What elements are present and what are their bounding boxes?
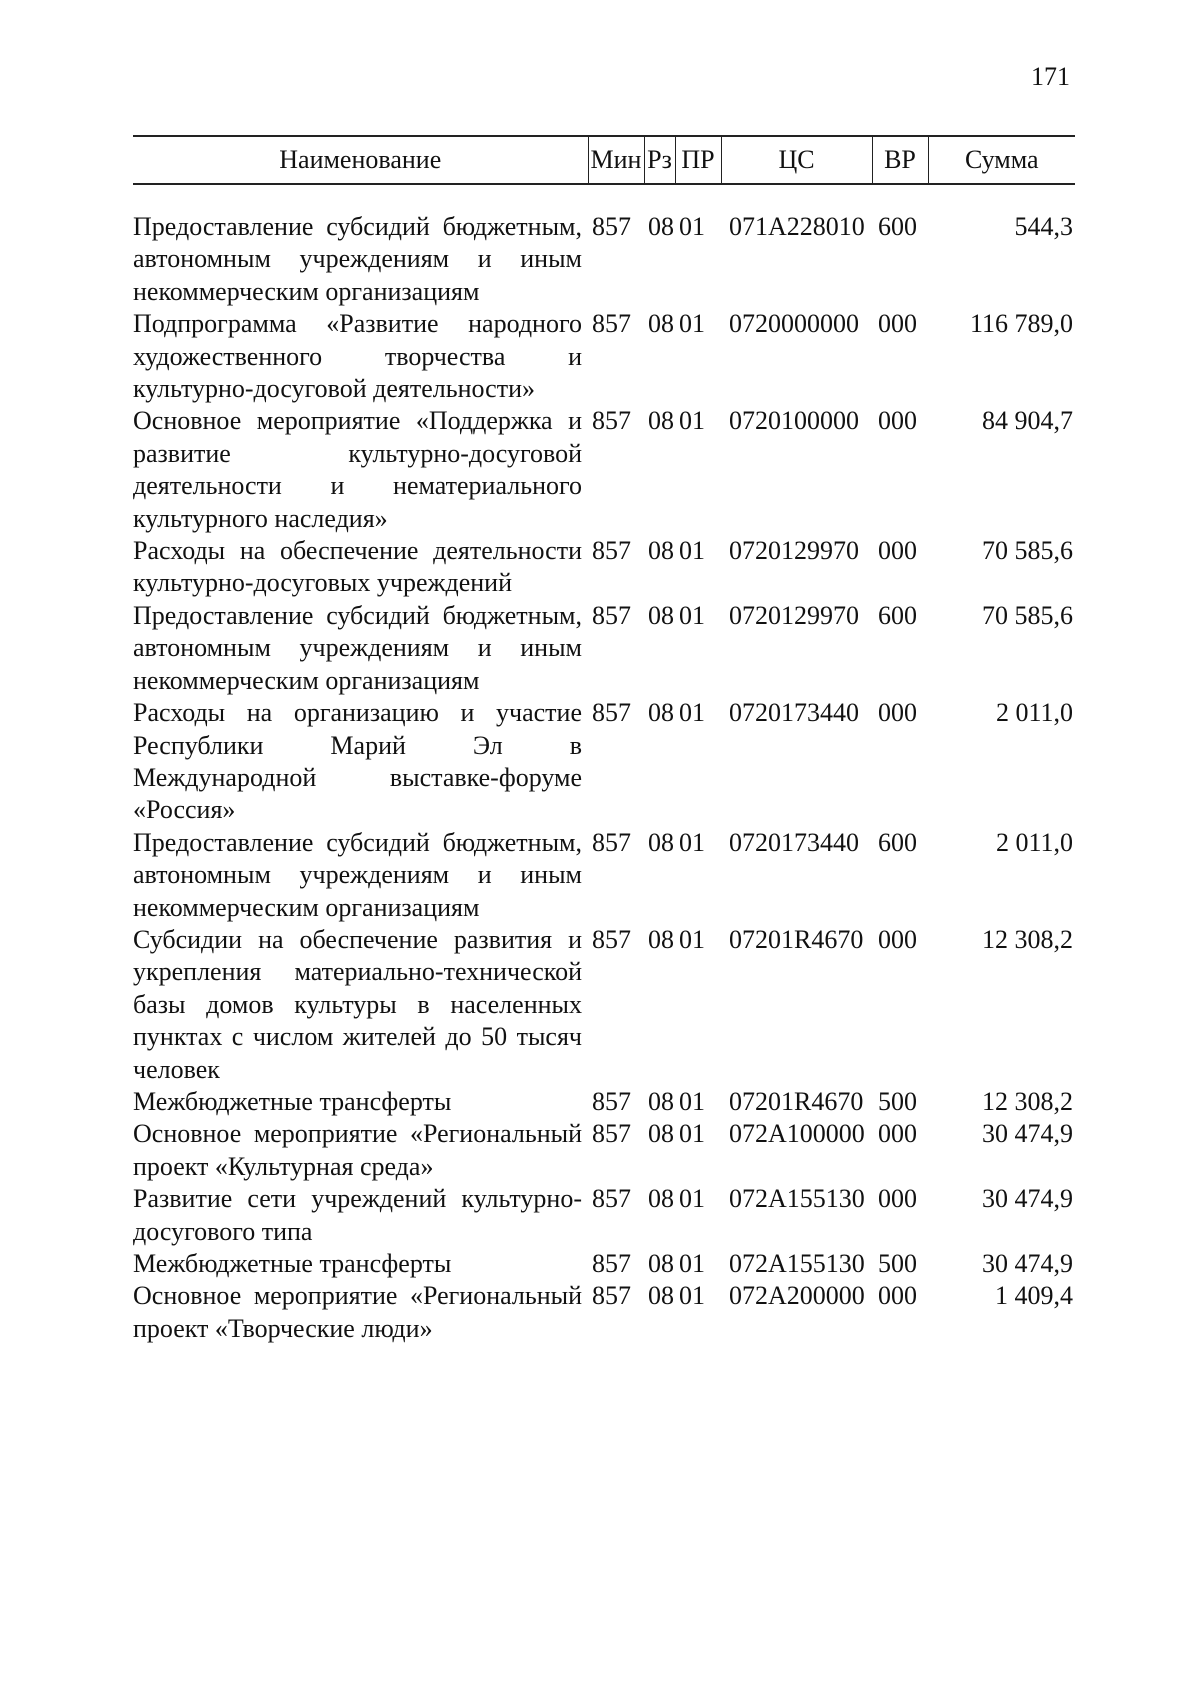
row-min: 857 xyxy=(592,309,631,339)
row-cs: 072A100000 xyxy=(729,1119,865,1149)
row-cs: 0720173440 xyxy=(729,827,859,857)
row-name: Межбюджетные трансферты xyxy=(133,1086,452,1116)
row-min: 857 xyxy=(592,600,631,630)
row-vr: 500 xyxy=(878,1086,917,1116)
page-number: 171 xyxy=(1031,62,1070,91)
row-name: Субсидии на обеспечение развития и укрепления материально-технической базы домов культуры в населенных пунктах с числом жителей до 50 тысяч человек xyxy=(133,924,582,1084)
row-rz: 08 xyxy=(648,1119,674,1149)
row-rz: 08 xyxy=(648,1249,674,1278)
row-vr: 000 xyxy=(878,698,917,728)
row-sum: 30 474,9 xyxy=(982,1119,1073,1149)
header-pr: ПР xyxy=(675,136,721,184)
row-min: 857 xyxy=(592,1119,631,1149)
row-rz: 08 xyxy=(648,698,674,728)
row-name: Расходы на организацию и участие Республики Марий Эл в Международной выставке-форуме «Россия» xyxy=(133,698,582,825)
header-spacer xyxy=(133,184,1075,211)
row-cs: 0720173440 xyxy=(729,698,859,728)
row-rz: 08 xyxy=(648,600,674,630)
row-pr: 01 xyxy=(679,536,705,566)
row-rz: 08 xyxy=(648,406,674,436)
row-pr: 01 xyxy=(679,1281,705,1311)
row-vr: 000 xyxy=(878,309,917,339)
header-vr: ВР xyxy=(872,136,928,184)
table-row xyxy=(133,1248,1075,1280)
row-name: Расходы на обеспечение деятельности культурно-досуговых учреждений xyxy=(133,536,582,598)
row-min: 857 xyxy=(592,1086,631,1116)
table-row xyxy=(133,535,1075,600)
table-body xyxy=(133,184,1075,1345)
row-rz: 08 xyxy=(648,1281,674,1311)
row-rz: 08 xyxy=(648,212,674,241)
row-sum: 30 474,9 xyxy=(982,1184,1073,1214)
row-sum: 84 904,7 xyxy=(982,406,1073,436)
row-pr: 01 xyxy=(679,698,705,728)
table-row xyxy=(133,697,1075,827)
row-pr: 01 xyxy=(679,1184,705,1214)
row-name: Основное мероприятие «Поддержка и развитие культурно-досуговой деятельности и нематериального культурного наследия» xyxy=(133,406,582,533)
row-min: 857 xyxy=(592,212,631,241)
row-pr: 01 xyxy=(679,212,705,241)
row-sum: 116 789,0 xyxy=(969,309,1073,339)
row-pr: 01 xyxy=(679,309,705,339)
row-sum: 544,3 xyxy=(1014,212,1073,241)
row-vr: 000 xyxy=(878,1184,917,1214)
row-min: 857 xyxy=(592,1281,631,1311)
table-row xyxy=(133,1086,1075,1118)
row-vr: 000 xyxy=(878,406,917,436)
row-min: 857 xyxy=(592,1184,631,1214)
table-row xyxy=(133,924,1075,1086)
table-header xyxy=(133,136,1075,184)
row-rz: 08 xyxy=(648,1086,674,1116)
row-pr: 01 xyxy=(679,600,705,630)
table-row xyxy=(133,405,1075,535)
row-min: 857 xyxy=(592,406,631,436)
row-min: 857 xyxy=(592,536,631,566)
row-sum: 2 011,0 xyxy=(995,827,1073,857)
row-cs: 07201R4670 xyxy=(729,1086,864,1116)
header-min: Мин xyxy=(588,136,644,184)
row-pr: 01 xyxy=(679,924,705,954)
row-vr: 000 xyxy=(878,536,917,566)
row-rz: 08 xyxy=(648,924,674,954)
row-min: 857 xyxy=(592,924,631,954)
row-cs: 0720000000 xyxy=(729,309,859,339)
row-vr: 500 xyxy=(878,1249,917,1278)
row-cs: 072A155130 xyxy=(729,1184,865,1214)
row-sum: 2 011,0 xyxy=(995,698,1073,728)
row-name: Основное мероприятие «Региональный проект «Культурная среда» xyxy=(133,1119,582,1181)
row-sum: 70 585,6 xyxy=(982,536,1073,566)
row-name: Межбюджетные трансферты xyxy=(133,1249,452,1278)
budget-table xyxy=(133,135,1075,1345)
row-cs: 071A228010 xyxy=(729,212,865,241)
row-cs: 072A155130 xyxy=(729,1249,865,1278)
row-pr: 01 xyxy=(679,827,705,857)
row-rz: 08 xyxy=(648,827,674,857)
row-rz: 08 xyxy=(648,1184,674,1214)
row-name: Развитие сети учреждений культурно-досугового типа xyxy=(133,1184,582,1246)
row-cs: 07201R4670 xyxy=(729,924,864,954)
row-name: Предоставление субсидий бюджетным, автономным учреждениям и иным некоммерческим организациям xyxy=(133,600,582,695)
row-cs: 0720129970 xyxy=(729,600,859,630)
row-sum: 12 308,2 xyxy=(982,924,1073,954)
row-vr: 000 xyxy=(878,1281,917,1311)
row-vr: 600 xyxy=(878,827,917,857)
table-row xyxy=(133,827,1075,924)
row-cs: 0720100000 xyxy=(729,406,859,436)
table-row xyxy=(133,308,1075,405)
row-pr: 01 xyxy=(679,1119,705,1149)
row-cs: 072A200000 xyxy=(729,1281,865,1311)
row-name: Предоставление субсидий бюджетным, автономным учреждениям и иным некоммерческим организациям xyxy=(133,212,582,306)
header-name: Наименование xyxy=(133,136,588,184)
header-rz: Рз xyxy=(644,136,675,184)
row-sum: 30 474,9 xyxy=(982,1249,1073,1278)
header-sum: Сумма xyxy=(928,136,1075,184)
row-sum: 1 409,4 xyxy=(995,1281,1073,1311)
row-vr: 000 xyxy=(878,924,917,954)
row-min: 857 xyxy=(592,1249,631,1278)
table-row xyxy=(133,211,1075,308)
table-row xyxy=(133,1118,1075,1183)
row-pr: 01 xyxy=(679,1086,705,1116)
row-name: Основное мероприятие «Региональный проект «Творческие люди» xyxy=(133,1281,582,1343)
row-sum: 70 585,6 xyxy=(982,600,1073,630)
row-vr: 600 xyxy=(878,212,917,241)
table-row xyxy=(133,1280,1075,1345)
row-min: 857 xyxy=(592,698,631,728)
row-pr: 01 xyxy=(679,406,705,436)
row-name: Подпрограмма «Развитие народного художественного творчества и культурно-досуговой деятельности» xyxy=(133,309,582,404)
row-pr: 01 xyxy=(679,1249,705,1278)
row-vr: 600 xyxy=(878,600,917,630)
row-rz: 08 xyxy=(648,536,674,566)
row-name: Предоставление субсидий бюджетным, автономным учреждениям и иным некоммерческим организациям xyxy=(133,827,582,922)
row-min: 857 xyxy=(592,827,631,857)
row-cs: 0720129970 xyxy=(729,536,859,566)
table-row xyxy=(133,1183,1075,1248)
row-vr: 000 xyxy=(878,1119,917,1149)
table-row xyxy=(133,600,1075,697)
row-sum: 12 308,2 xyxy=(982,1086,1073,1116)
row-rz: 08 xyxy=(648,309,674,339)
header-cs: ЦС xyxy=(721,136,872,184)
